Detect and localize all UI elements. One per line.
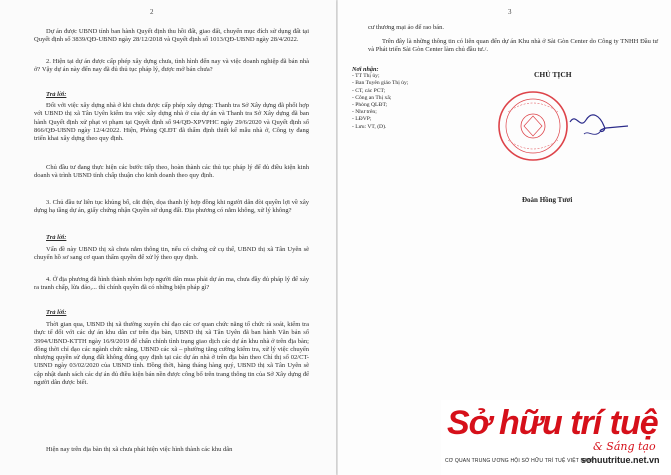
answer-4-paragraph-1: Thời gian qua, UBND thị xã thường xuyên chỉ đạo các cơ quan chức năng tổ chức rà soát, kiểm tra thực tế đối với các dự án khu dân cư trên địa bàn, UBND thị xã Tân Uyên đã ban hành Văn bản số 3994/UBND-KTTH ngày 16/9/2019 để chấn chỉnh tình trạng giao dịch các dự án khu nhà ở trên địa bàn; đồng thời chỉ đạo các ngành chức năng, UBND các xã – phường tăng cường kiểm tra, xử lý việc chuyển nhượng quyền sử dụng đất không đúng quy định tại các dự án nhà ở trên địa bàn theo Chỉ thị số 02/CT-UBND ngày 03/02/2020 của UBND tỉnh. Đồng thời, hàng tháng hàng quý, UBND thị xã Tân Uyên sẽ cập nhật danh sách các dự án đủ điều kiện bán nền được công bố trên trang thông tin của Sở Xây dựng để người dân được biết. — [34, 321, 309, 387]
brand-logo-script: & Sáng tạo — [593, 440, 656, 453]
brand-subtitle: CƠ QUAN TRUNG ƯƠNG HỘI SỞ HỮU TRÍ TUỆ VIỆT NAM — [445, 458, 593, 464]
closing-line: cư thương mại ảo để rao bán. — [368, 24, 445, 31]
red-seal-stamp — [488, 82, 638, 182]
brand-logo-title: Sở hữu trí tuệ — [447, 404, 658, 442]
recipient-item: - CT, các PCT; — [352, 87, 386, 94]
brand-url: sohuutritue.net.vn — [581, 455, 660, 465]
answer-heading: Trả lời: — [46, 91, 67, 98]
page-number: 3 — [508, 8, 512, 16]
recipient-item: - Phòng QLĐT; — [352, 102, 388, 109]
signer-role: CHỦ TỊCH — [534, 70, 572, 79]
brand-watermark — [441, 400, 671, 475]
page-number: 2 — [150, 8, 154, 16]
answer-heading: Trả lời: — [46, 309, 67, 316]
answer-heading: Trả lời: — [46, 234, 67, 241]
recipients-list — [352, 66, 472, 131]
recipient-item: - Như trên; — [352, 109, 377, 116]
paragraph: Dự án được UBND tỉnh ban hành Quyết định thu hồi đất, giao đất, chuyển mục đích sử dụng đất tại Quyết định số 3839/QĐ-UBND ngày 28/12/2018 và Quyết định số 1013/QĐ-UBND ngày 28/4/2022. — [34, 28, 309, 44]
answer-3: Vấn đề này UBND thị xã chưa nắm thông tin, nếu có chứng cứ cụ thể, UBND thị xã Tân Uyên sẽ chuyển hồ sơ sang cơ quan thẩm quyền để xử lý theo quy định. — [34, 246, 309, 262]
question-2: 2. Hiện tại dự án được cấp phép xây dựng chưa, tình hình đến nay và việc doanh nghiệp đã bán nhà ở? Vậy dự án này đến nay đã đủ thủ tục pháp lý, được mở bán chưa? — [34, 58, 309, 74]
recipients-label: Nơi nhận: — [352, 66, 379, 73]
signer-name: Đoàn Hồng Tươi — [522, 196, 573, 204]
answer-2-paragraph-1: Đối với việc xây dựng nhà ở khi chưa được cấp phép xây dựng: Thanh tra Sở Xây dựng đã phối hợp với UBND thị xã Tân Uyên kiểm tra việc xây dựng nhà ở của dự án và Thanh tra Sở Xây dựng đã ban hành Quyết định xử phạt vi phạm tại Quyết định số 94/QĐ-XPVPHC ngày 29/6/2020 và Quyết định số 866/QĐ-UBND ngày 12/4/2022. Hiện, Phòng QLĐT đã thẩm định thiết kế mẫu nhà ở, Công ty đang triển khai xây dựng theo quy định. — [34, 102, 309, 143]
recipient-item: - LĐVP; — [352, 116, 372, 123]
recipient-item: - TT Thị ủy; — [352, 73, 380, 80]
answer-4-paragraph-2: Hiện nay trên địa bàn thị xã chưa phát hiện việc hình thành các khu dân — [46, 446, 233, 453]
recipient-item: - Lưu: VT, (D). — [352, 123, 387, 130]
recipient-item: - Ban Tuyên giáo Thị ủy; — [352, 80, 409, 87]
closing-paragraph: Trên đây là những thông tin có liên quan đến dự án Khu nhà ở Sài Gòn Center do Công ty TNHH Đầu tư và Phát triển Sài Gòn Center làm chủ đầu tư./. — [368, 38, 658, 54]
recipient-item: - Công an Thị xã; — [352, 94, 392, 101]
question-4: 4. Ở địa phương đã hình thành nhóm hợp người dân mua phải dự án ma, chưa đầy đủ pháp lý để xảy ra tranh chấp, lừa đảo,... thì chính quyền đã có những biện pháp gì? — [34, 276, 309, 292]
question-3: 3. Chủ đầu tư liên tục khủng bố, cắt điện, dọa thanh lý hợp đồng khi người dân đòi quyền lợi về xây dựng hạ tầng dự án, giấy chứng nhận Quyền sử dụng đất. Địa phương có nắm không, xử lý không? — [34, 199, 309, 215]
answer-2-paragraph-2: Chủ đầu tư đang thực hiện các bước tiếp theo, hoàn thành các thủ tục pháp lý để đủ điều kiện kinh doanh và trình UBND tỉnh chấp thuận cho kinh doanh theo quy định. — [34, 164, 309, 180]
